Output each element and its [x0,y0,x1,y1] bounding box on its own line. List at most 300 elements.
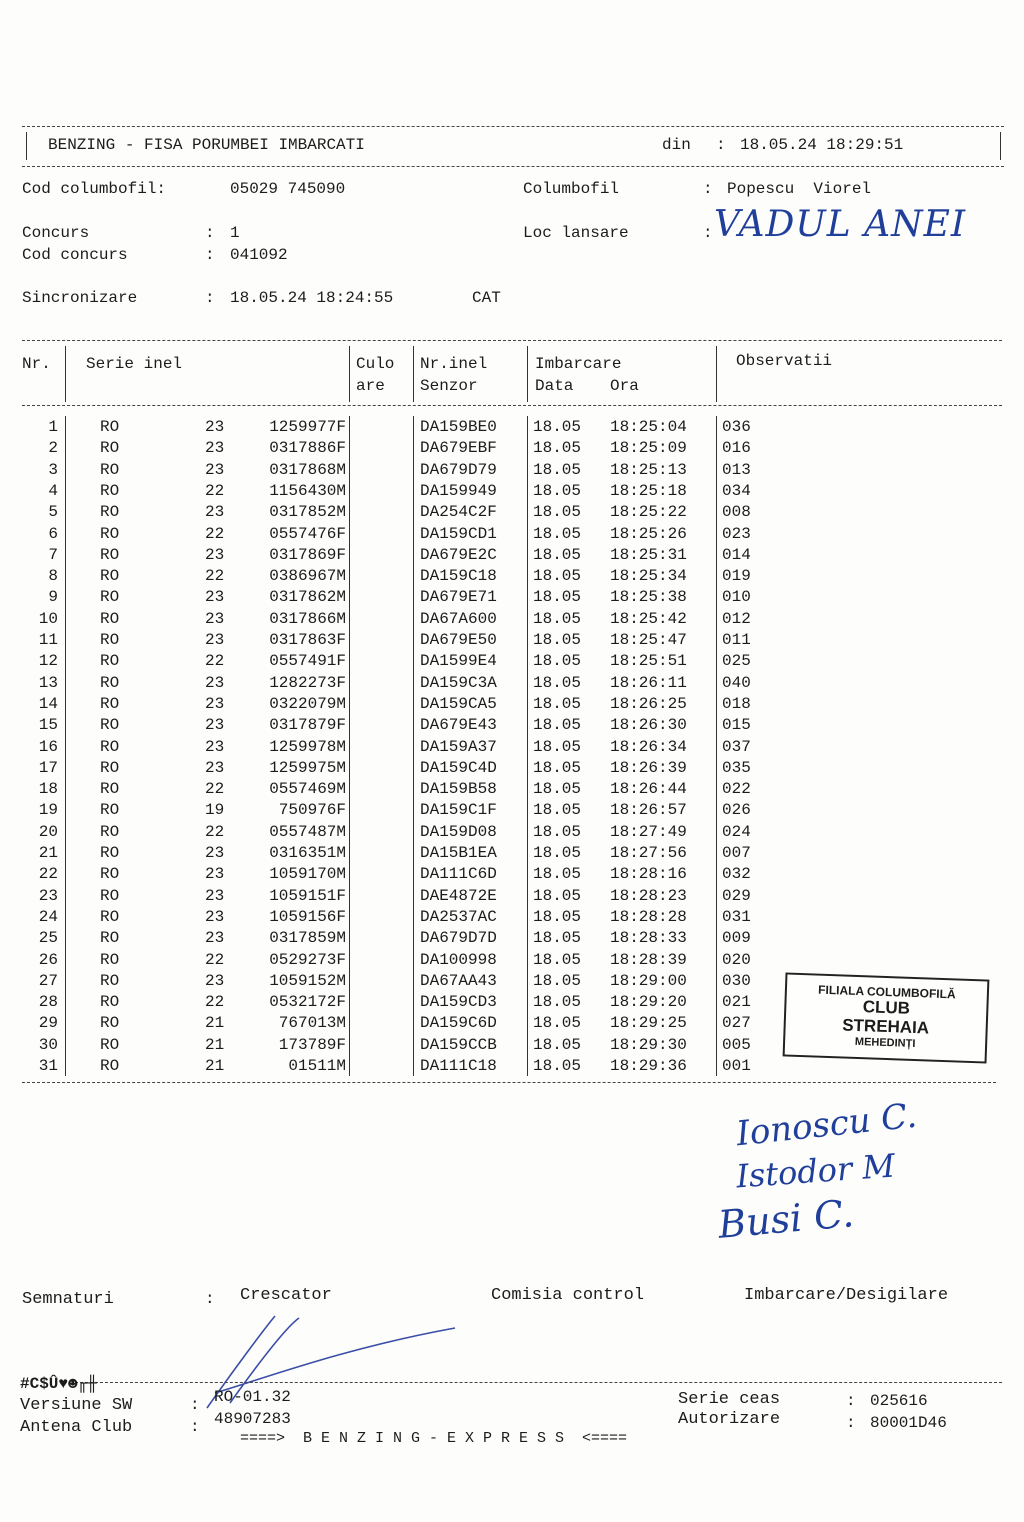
row-ring: 0386967M [269,567,346,586]
row-obs: 014 [722,545,751,564]
row-obs: 011 [722,631,751,649]
row-chip: DA159BE0 [420,418,497,436]
row-chip: DA67A600 [420,609,497,628]
columbofil-label: Columbofil [523,180,620,198]
row-time: 18:26:44 [610,780,687,799]
row-obs: 029 [722,886,751,905]
col-header-serie: Serie inel [86,355,183,373]
row-time: 18:25:51 [610,652,687,671]
row-country: RO [100,1014,120,1033]
row-time: 18:28:33 [610,929,687,948]
columbofil-colon: : [703,180,713,198]
row-time: 18:25:47 [610,631,687,649]
semnaturi-label: Semnaturi [22,1290,114,1309]
row-date: 18.05 [533,780,582,799]
row-ring: 767013M [269,1014,346,1033]
row-chip: DA67AA43 [420,971,497,990]
row-ring: 01511M [259,1057,346,1075]
row-country: RO [100,481,120,500]
row-time: 18:25:31 [610,545,687,564]
table-row [0,461,1024,482]
row-date: 18.05 [533,503,582,522]
row-country: RO [100,588,120,607]
row-obs: 013 [722,460,751,479]
table-row [0,503,1024,524]
row-nr: 27 [38,971,58,990]
row-time: 18:27:56 [610,844,687,862]
row-nr: 17 [38,758,58,777]
row-country: RO [100,673,120,692]
comisia-label: Comisia control [491,1286,645,1305]
loc-lansare-value: VADUL ANEI [714,204,967,245]
table-bottom-border [22,1082,996,1083]
row-time: 18:26:57 [610,801,687,820]
row-time: 18:28:28 [610,907,687,926]
row-obs: 009 [722,929,751,948]
sincronizare-label: Sincronizare [22,289,138,307]
row-country: RO [100,993,120,1012]
row-time: 18:25:42 [610,609,687,628]
row-ring: 0557469M [269,780,346,799]
row-year: 23 [205,758,225,777]
row-year: 23 [205,907,225,926]
row-chip: DA159D08 [420,822,497,841]
row-year: 23 [205,588,225,607]
row-nr: 24 [38,907,58,926]
stamp-line4: MEHEDINȚI [854,1035,916,1050]
row-obs: 027 [722,1014,751,1033]
row-time: 18:25:04 [610,418,687,436]
row-country: RO [100,886,120,905]
stamp-line1: FILIALA COLUMBOFILĂ [817,982,956,1002]
row-country: RO [100,780,120,799]
row-nr: 28 [38,993,58,1012]
row-year: 22 [205,481,225,500]
autorizare-value: 80001D46 [870,1414,947,1432]
row-ring: 0317852M [269,503,346,522]
row-country: RO [100,737,120,756]
row-country: RO [100,971,120,990]
row-country: RO [100,907,120,926]
table-row [0,418,1024,439]
row-country: RO [100,652,120,671]
row-date: 18.05 [533,524,582,543]
row-ring: 1059156F [269,907,346,926]
col-header-senzor: Senzor [420,377,478,395]
row-time: 18:25:13 [610,460,687,479]
table-row [0,951,1024,972]
table-row [0,631,1024,652]
row-year: 22 [205,993,225,1012]
row-nr: 11 [38,631,58,649]
row-chip: DA159C3A [420,673,497,692]
row-chip: DA111C18 [420,1057,497,1075]
row-nr: 4 [48,481,58,500]
row-year: 22 [205,524,225,543]
row-obs: 026 [722,801,751,820]
serie-ceas-colon: : [846,1392,856,1410]
row-nr: 16 [38,737,58,756]
row-nr: 14 [38,694,58,713]
row-chip: DA159C4D [420,758,497,777]
antena-label: Antena Club [20,1418,133,1437]
row-year: 23 [205,844,225,862]
row-obs: 020 [722,950,751,969]
row-chip: DA254C2F [420,503,497,522]
table-row [0,908,1024,929]
row-year: 23 [205,439,225,458]
row-country: RO [100,503,120,522]
table-row [0,610,1024,631]
antena-value: 48907283 [214,1410,291,1428]
row-date: 18.05 [533,822,582,841]
row-obs: 037 [722,737,751,756]
stamp-line2: CLUB [862,997,911,1019]
row-chip: DA159B58 [420,780,497,799]
table-header-border [22,405,1002,406]
row-nr: 5 [48,503,58,522]
row-obs: 040 [722,673,751,692]
row-chip: DA111C6D [420,865,497,884]
autorizare-colon: : [846,1414,856,1432]
row-year: 23 [205,716,225,735]
row-nr: 15 [38,716,58,735]
table-row [0,525,1024,546]
table-row [0,780,1024,801]
row-date: 18.05 [533,567,582,586]
row-date: 18.05 [533,439,582,458]
row-date: 18.05 [533,588,582,607]
row-year: 21 [205,1035,225,1054]
row-ring: 0317859M [269,929,346,948]
row-obs: 007 [722,844,751,862]
row-year: 23 [205,418,225,436]
row-ring: 1282273F [269,673,346,692]
din-label: din [662,136,691,154]
col-header-obs: Observatii [736,352,833,370]
table-row [0,801,1024,822]
din-colon: : [716,136,726,154]
row-date: 18.05 [533,865,582,884]
row-obs: 005 [722,1035,751,1054]
row-ring: 1059170M [269,865,346,884]
row-obs: 035 [722,758,751,777]
col-header-ora: Ora [610,377,639,395]
row-country: RO [100,801,120,820]
row-year: 23 [205,503,225,522]
col-header-culo: Culo [356,355,395,373]
row-nr: 31 [38,1057,58,1075]
row-year: 23 [205,545,225,564]
row-year: 23 [205,694,225,713]
row-chip: DA159949 [420,481,497,500]
row-date: 18.05 [533,609,582,628]
row-time: 18:26:30 [610,716,687,735]
row-country: RO [100,1057,120,1075]
row-time: 18:29:30 [610,1035,687,1054]
row-date: 18.05 [533,971,582,990]
table-row [0,652,1024,673]
row-chip: DA679EBF [420,439,497,458]
row-date: 18.05 [533,801,582,820]
row-obs: 023 [722,524,751,543]
table-row [0,482,1024,503]
row-obs: 008 [722,503,751,522]
row-year: 23 [205,865,225,884]
row-ring: 1156430M [269,481,346,500]
row-country: RO [100,822,120,841]
row-chip: DA679E50 [420,631,497,649]
row-year: 23 [205,929,225,948]
sep-header-3 [413,346,414,402]
versiune-colon: : [190,1396,200,1414]
row-nr: 12 [38,652,58,671]
sep-header-2 [349,346,350,402]
table-row [0,588,1024,609]
table-row [0,567,1024,588]
row-country: RO [100,865,120,884]
concurs-colon: : [205,224,215,242]
columbofil-value: Popescu Viorel [727,180,872,198]
row-time: 18:25:18 [610,481,687,500]
sincronizare-suffix: CAT [472,289,501,307]
row-chip: DA679E71 [420,588,497,607]
table-row [0,1057,1024,1078]
row-nr: 10 [38,609,58,628]
row-obs: 021 [722,993,751,1012]
row-obs: 036 [722,418,751,436]
row-obs: 019 [722,567,751,586]
versiune-label: Versiune SW [20,1396,133,1415]
row-time: 18:26:25 [610,694,687,713]
row-year: 23 [205,971,225,990]
row-year: 23 [205,673,225,692]
col-header-data: Data [535,377,574,395]
row-time: 18:26:39 [610,758,687,777]
row-date: 18.05 [533,716,582,735]
row-year: 23 [205,631,225,649]
row-chip: DA159A37 [420,737,497,756]
table-row [0,823,1024,844]
row-time: 18:29:00 [610,971,687,990]
row-nr: 25 [38,929,58,948]
row-country: RO [100,694,120,713]
row-chip: DA679D79 [420,460,497,479]
imbarcare-label: Imbarcare/Desigilare [744,1286,949,1305]
sep-header-5 [716,346,717,402]
col-header-nrinel: Nr.inel [420,355,488,373]
table-row [0,865,1024,886]
row-date: 18.05 [533,545,582,564]
row-obs: 015 [722,716,751,735]
row-country: RO [100,545,120,564]
row-obs: 024 [722,822,751,841]
row-country: RO [100,758,120,777]
row-date: 18.05 [533,694,582,713]
row-nr: 13 [38,673,58,692]
row-nr: 1 [48,418,58,436]
row-year: 22 [205,567,225,586]
row-country: RO [100,950,120,969]
row-obs: 032 [722,865,751,884]
header-bottom-border [22,166,1004,167]
row-chip: DAE4872E [420,886,497,905]
row-ring: 0317879F [269,716,346,735]
cod-concurs-label: Cod concurs [22,246,128,264]
row-ring: 0322079M [269,694,346,713]
row-chip: DA1599E4 [420,652,497,671]
row-date: 18.05 [533,950,582,969]
header-left-border [26,132,27,160]
row-date: 18.05 [533,673,582,692]
loc-lansare-label: Loc lansare [523,224,629,242]
row-country: RO [100,609,120,628]
table-row [0,716,1024,737]
row-nr: 9 [48,588,58,607]
row-ring: 0317869F [269,545,346,564]
garbled-code: #C$Û♥☻╓╫ [20,1375,97,1393]
table-top-border [22,340,1002,341]
row-obs: 034 [722,481,751,500]
row-ring: 0317862M [269,588,346,607]
row-year: 21 [205,1014,225,1033]
row-time: 18:27:49 [610,822,687,841]
din-value: 18.05.24 18:29:51 [740,136,904,154]
row-country: RO [100,929,120,948]
row-nr: 7 [48,545,58,564]
col-header-culo2: are [356,377,385,395]
table-row [0,759,1024,780]
row-country: RO [100,844,120,862]
row-chip: DA159CD3 [420,993,497,1012]
row-nr: 20 [38,822,58,841]
row-chip: DA159C18 [420,567,497,586]
row-country: RO [100,1035,120,1054]
row-year: 19 [205,801,225,820]
row-obs: 030 [722,971,751,990]
row-year: 23 [205,609,225,628]
table-row [0,695,1024,716]
row-year: 23 [205,886,225,905]
row-date: 18.05 [533,481,582,500]
row-time: 18:25:38 [610,588,687,607]
row-ring: 0316351M [269,844,346,862]
header-right-border [1000,132,1001,160]
row-chip: DA679E43 [420,716,497,735]
row-country: RO [100,460,120,479]
row-time: 18:26:34 [610,737,687,756]
row-obs: 031 [722,907,751,926]
row-time: 18:25:34 [610,567,687,586]
semnaturi-colon: : [205,1290,215,1308]
row-obs: 025 [722,652,751,671]
row-time: 18:28:39 [610,950,687,969]
row-date: 18.05 [533,418,582,436]
header-top-border [22,126,1004,127]
row-date: 18.05 [533,460,582,479]
sep-header-1 [65,346,66,402]
cod-concurs-value: 041092 [230,246,288,264]
sincronizare-colon: : [205,289,215,307]
row-country: RO [100,567,120,586]
row-chip: DA2537AC [420,907,497,926]
row-date: 18.05 [533,758,582,777]
row-obs: 018 [722,694,751,713]
row-date: 18.05 [533,993,582,1012]
row-chip: DA159CCB [420,1035,497,1054]
row-ring: 0529273F [269,950,346,969]
row-chip: DA679E2C [420,545,497,564]
table-row [0,844,1024,865]
row-time: 18:28:23 [610,886,687,905]
sep-header-4 [527,346,528,402]
row-obs: 016 [722,439,751,458]
handwritten-signature-1: Ionoscu C. [734,1095,919,1155]
benzing-express-brand: ====> B E N Z I N G - E X P R E S S <==== [240,1430,628,1447]
serie-ceas-label: Serie ceas [678,1390,781,1409]
row-time: 18:25:09 [610,439,687,458]
row-ring: 1259978M [269,737,346,756]
row-date: 18.05 [533,1035,582,1054]
row-year: 21 [205,1057,225,1075]
row-obs: 012 [722,609,751,628]
row-date: 18.05 [533,737,582,756]
row-country: RO [100,716,120,735]
row-country: RO [100,418,120,436]
row-ring: 0557476F [269,524,346,543]
row-ring: 1059152M [269,971,346,990]
row-ring: 0317886F [269,439,346,458]
row-ring: 0317868M [269,460,346,479]
row-ring: 0532172F [269,993,346,1012]
row-date: 18.05 [533,1014,582,1033]
row-date: 18.05 [533,907,582,926]
row-country: RO [100,524,120,543]
crescator-label: Crescator [240,1286,332,1305]
sincronizare-value: 18.05.24 18:24:55 [230,289,394,307]
row-year: 22 [205,950,225,969]
row-time: 18:29:36 [610,1057,687,1075]
table-row [0,439,1024,460]
row-ring: 173789F [269,1035,346,1054]
row-date: 18.05 [533,1057,582,1075]
row-time: 18:25:22 [610,503,687,522]
antena-colon: : [190,1418,200,1436]
row-ring: 1059151F [269,886,346,905]
row-time: 18:25:26 [610,524,687,543]
row-country: RO [100,439,120,458]
row-chip: DA100998 [420,950,497,969]
row-year: 22 [205,822,225,841]
concurs-label: Concurs [22,224,90,242]
row-obs: 022 [722,780,751,799]
row-nr: 23 [38,886,58,905]
row-chip: DA159CA5 [420,694,497,713]
row-date: 18.05 [533,631,582,649]
row-nr: 8 [48,567,58,586]
table-row [0,674,1024,695]
row-chip: DA679D7D [420,929,497,948]
row-obs: 010 [722,588,751,607]
row-nr: 26 [38,950,58,969]
serie-ceas-value: 025616 [870,1392,928,1410]
row-year: 22 [205,780,225,799]
cod-concurs-colon: : [205,246,215,264]
stamp-line3: STREHAIA [841,1015,930,1038]
row-chip: DA159C6D [420,1014,497,1033]
row-obs: 001 [722,1057,751,1075]
concurs-value: 1 [230,224,240,242]
